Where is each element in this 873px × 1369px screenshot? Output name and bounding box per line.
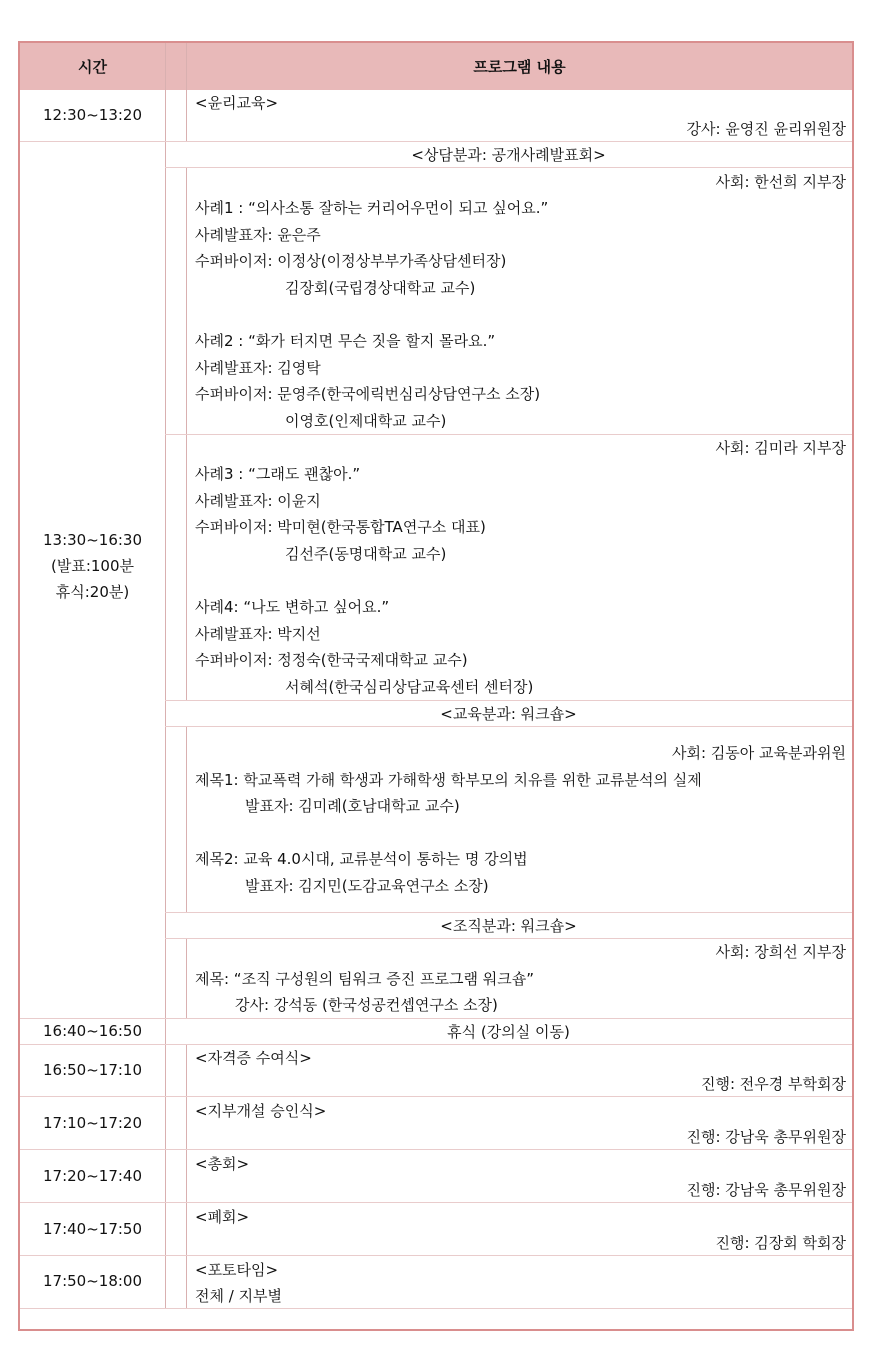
topic: 제목2: 교육 4.0시대, 교류분석이 통하는 명 강의법 (195, 850, 528, 868)
row-divider (165, 700, 852, 701)
supervisor: 서혜석(한국심리상담교육센터 센터장) (285, 678, 534, 696)
session-title: <윤리교육> (195, 94, 279, 112)
presenter: 발표자: 김미례(호남대학교 교수) (245, 797, 460, 815)
presenter: 사례발표자: 윤은주 (195, 226, 321, 244)
supervisor: 수퍼바이저: 문영주(한국에릭번심리상담연구소 소장) (195, 385, 541, 403)
time-cell: 13:30~16:30 (42, 531, 143, 549)
header-time: 시간 (78, 58, 107, 76)
host: 진행: 강남욱 총무위원장 (686, 1181, 846, 1199)
topic: 제목1: 학교폭력 가해 학생과 가해학생 학부모의 치유를 위한 교류분석의 실제 (195, 771, 702, 789)
time-cell: 17:40~17:50 (42, 1220, 143, 1238)
case-title: 사례2 : “화가 터지면 무슨 짓을 할지 몰라요.” (195, 332, 496, 350)
session-title: <상담분과: 공개사례발표회> (411, 146, 606, 164)
divider (186, 938, 187, 1018)
session-title: <포토타임> (195, 1261, 279, 1279)
row-divider (165, 938, 852, 939)
row-divider (20, 1044, 852, 1045)
case-title: 사례3 : “그래도 괜찮아.” (195, 465, 361, 483)
session-detail: 전체 / 지부별 (195, 1287, 283, 1305)
row-divider (20, 1096, 852, 1097)
divider (186, 726, 187, 912)
chair: 사회: 김미라 지부장 (715, 439, 846, 457)
session-title: <폐회> (195, 1208, 250, 1226)
chair: 사회: 한선희 지부장 (715, 173, 846, 191)
speaker: 강사: 강석동 (한국성공컨셉연구소 소장) (235, 996, 498, 1014)
time-cell: 16:50~17:10 (42, 1061, 143, 1079)
presenter: 발표자: 김지민(도감교육연구소 소장) (245, 877, 489, 895)
break-label: 휴식 (강의실 이동) (447, 1023, 570, 1041)
case-title: 사례4: “나도 변하고 싶어요.” (195, 598, 390, 616)
row-divider (20, 1149, 852, 1150)
supervisor: 김선주(동명대학교 교수) (285, 545, 447, 563)
session-title: <총회> (195, 1155, 250, 1173)
host: 진행: 전우경 부학회장 (700, 1075, 846, 1093)
header-program: 프로그램 내용 (473, 58, 566, 76)
time-cell: 16:40~16:50 (42, 1022, 143, 1040)
presenter: 사례발표자: 이윤지 (195, 492, 321, 510)
supervisor: 수퍼바이저: 박미현(한국통합TA연구소 대표) (195, 518, 486, 536)
chair: 사회: 장희선 지부장 (715, 943, 846, 961)
topic: 제목: “조직 구성원의 팀워크 증진 프로그램 워크숍” (195, 970, 535, 988)
row-divider (165, 434, 852, 435)
row-divider (165, 726, 852, 727)
supervisor: 이영호(인제대학교 교수) (285, 412, 447, 430)
divider (186, 90, 187, 141)
presenter: 사례발표자: 김영탁 (195, 359, 321, 377)
time-cell: 17:50~18:00 (42, 1272, 143, 1290)
divider (186, 1044, 187, 1308)
host: 진행: 김장회 학회장 (715, 1234, 846, 1252)
divider (186, 43, 187, 90)
supervisor: 수퍼바이저: 정정숙(한국국제대학교 교수) (195, 651, 468, 669)
row-divider (20, 1202, 852, 1203)
session-title: <지부개설 승인식> (195, 1102, 327, 1120)
schedule-table (18, 41, 854, 1331)
chair: 사회: 김동아 교육분과위원 (672, 744, 846, 762)
row-divider (165, 912, 852, 913)
time-column-divider (165, 90, 166, 1308)
case-title: 사례1 : “의사소통 잘하는 커리어우먼이 되고 싶어요.” (195, 199, 549, 217)
supervisor: 수퍼바이저: 이정상(이정상부부가족상담센터장) (195, 252, 507, 270)
time-cell-note: (발표:100분 (50, 557, 134, 575)
session-title: <조직분과: 워크숍> (440, 917, 577, 935)
row-divider (20, 1308, 852, 1309)
row-divider (165, 167, 852, 168)
time-cell-note: 휴식:20분) (55, 583, 130, 601)
divider (165, 43, 166, 90)
host: 진행: 강남욱 총무위원장 (686, 1128, 846, 1146)
row-divider (20, 1255, 852, 1256)
row-divider (20, 141, 852, 142)
time-cell: 17:10~17:20 (42, 1114, 143, 1132)
time-cell: 17:20~17:40 (42, 1167, 143, 1185)
session-title: <자격증 수여식> (195, 1049, 312, 1067)
session-title: <교육분과: 워크숍> (440, 705, 577, 723)
supervisor: 김장회(국립경상대학교 교수) (285, 279, 476, 297)
presenter: 사례발표자: 박지선 (195, 625, 321, 643)
speaker: 강사: 윤영진 윤리위원장 (686, 120, 846, 138)
time-cell: 12:30~13:20 (42, 106, 143, 124)
